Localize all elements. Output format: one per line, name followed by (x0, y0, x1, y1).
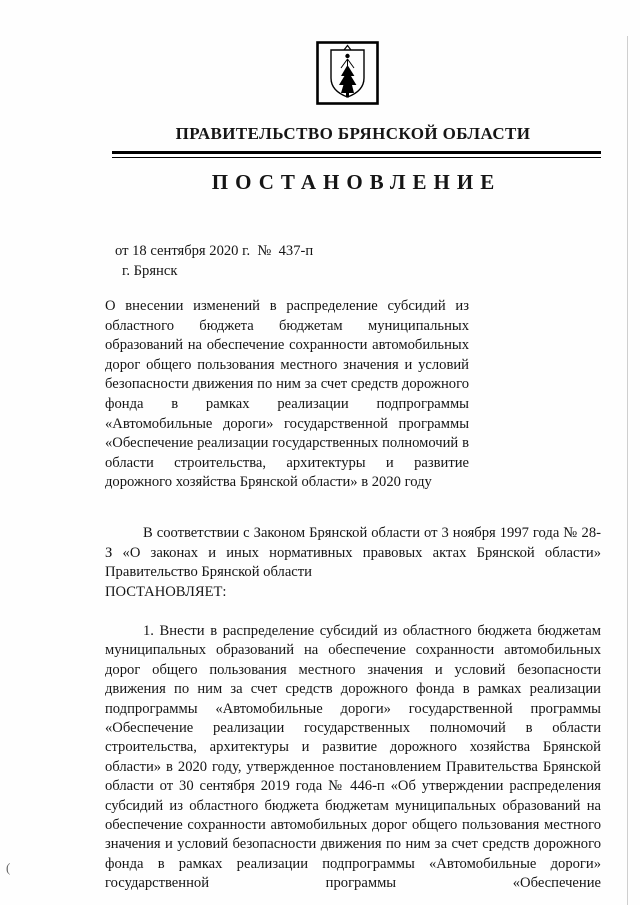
double-rule-divider (112, 151, 601, 158)
scan-margin-mark: ( (6, 860, 11, 875)
coat-of-arms-graphic (316, 41, 379, 105)
subject-paragraph: О внесении изменений в распределение субсидий из областного бюджета бюджетам муниципальных образований на обеспечение сохранности автомобильных дорог общего пользования местного значения и условий безопасности движения по ним за счет средств дорожного фонда в рамках реализации подпрограммы «Автомобильные дороги» государственной программы «Обеспечение реализации государственных полномочий в области строительства, архитектуры и развитие дорожного хозяйства Брянской области» в 2020 году (105, 298, 469, 491)
resolve-line: ПОСТАНОВЛЯЕТ: (105, 583, 227, 600)
document-type-title: ПОСТАНОВЛЕНИЕ (211, 170, 502, 194)
bryansk-coat-of-arms-icon (316, 41, 379, 105)
org-name: ПРАВИТЕЛЬСТВО БРЯНСКОЙ ОБЛАСТИ (175, 124, 531, 143)
date-and-number-line: от 18 сентября 2020 г. № 437-п (115, 243, 314, 259)
body-paragraph-1: 1. Внести в распределение субсидий из областного бюджета бюджетам муниципальных образований на обеспечение сохранности автомобильных дорог общего пользования местного значения и условий безопасности движения по ним за счет средств дорожного фонда в рамках реализации подпрограммы «Автомобильные дороги» государственной программы «Обеспечение реализации государственных полномочий в области строительства, архитектуры и развитие дорожного хозяйства Брянской области» в 2020 году, утвержденное постановлением Правительства Брянской области от 30 сентября 2019 года № 446-п «Об утверждении распределения субсидий из областного бюджета бюджетам муниципальных образований на обеспечение сохранности автомобильных дорог общего пользования местного значения и условий безопасности движения по ним за счет средств дорожного фонда в рамках реализации подпрограммы «Автомобильные дороги» государственной программы «Обеспечение (105, 623, 601, 892)
city-line: г. Брянск (122, 263, 178, 279)
intro-paragraph: В соответствии с Законом Брянской области от 3 ноября 1997 года № 28-З «О законах и иных нормативных правовых актах Брянской области» Правительство Брянской области (105, 525, 601, 581)
scan-edge-artifact (627, 36, 628, 905)
preamble-block (105, 524, 601, 602)
